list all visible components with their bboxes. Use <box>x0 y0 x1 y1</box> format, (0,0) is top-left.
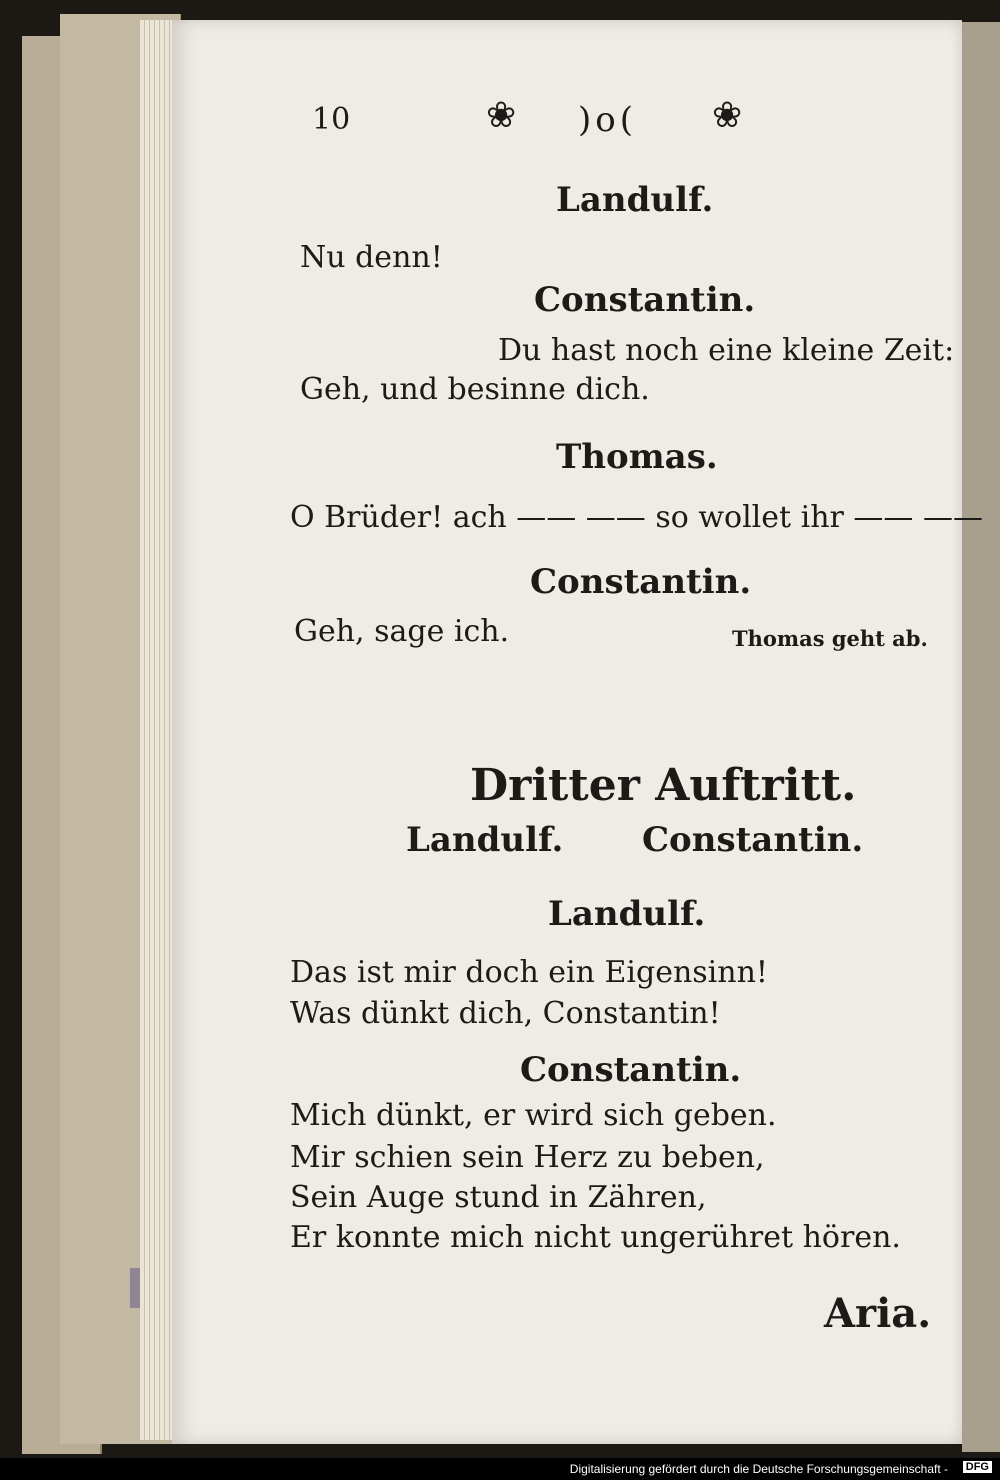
dfg-logo: DFG <box>963 1461 992 1473</box>
dialogue-line: Sein Auge stund in Zähren, <box>290 1180 707 1215</box>
dialogue-line: Nu denn! <box>300 240 443 275</box>
aria-heading: Aria. <box>824 1290 932 1337</box>
scene-person: Constantin. <box>642 820 864 860</box>
speaker-landulf: Landulf. <box>548 894 706 934</box>
stage-direction: Thomas geht ab. <box>732 626 928 651</box>
speaker-constantin: Constantin. <box>520 1050 742 1090</box>
scene-person: Landulf. <box>406 820 564 860</box>
speaker-constantin: Constantin. <box>530 562 752 602</box>
page-number: 10 <box>312 102 351 137</box>
ornament-left-icon: ❀ <box>486 95 517 136</box>
speaker-thomas: Thomas. <box>556 437 718 477</box>
dialogue-line: Du hast noch eine kleine Zeit: <box>498 333 955 368</box>
library-stamp-mark <box>130 1268 140 1308</box>
dialogue-line: Mich dünkt, er wird sich geben. <box>290 1098 777 1133</box>
scene-heading: Dritter Auftritt. <box>470 760 857 811</box>
facing-page-edge <box>962 22 1000 1452</box>
speaker-landulf: Landulf. <box>556 180 714 220</box>
dialogue-line: O Brüder! ach —— —— so wollet ihr —— —— <box>290 500 983 535</box>
dialogue-line: Was dünkt dich, Constantin! <box>290 996 721 1031</box>
dialogue-line: Geh, und besinne dich. <box>300 372 650 407</box>
ornament-middle: )o( <box>578 100 637 140</box>
dialogue-line: Er konnte mich nicht ungerühret hören. <box>290 1220 901 1255</box>
dialogue-line: Mir schien sein Herz zu beben, <box>290 1140 765 1175</box>
footer-bar <box>0 1458 1000 1480</box>
ornament-right-icon: ❀ <box>712 95 743 136</box>
footer-credit: Digitalisierung gefördert durch die Deutsche Forschungsgemeinschaft - <box>569 1462 948 1476</box>
dialogue-line: Geh, sage ich. <box>294 614 510 649</box>
speaker-constantin: Constantin. <box>534 280 756 320</box>
dialogue-line: Das ist mir doch ein Eigensinn! <box>290 955 768 990</box>
